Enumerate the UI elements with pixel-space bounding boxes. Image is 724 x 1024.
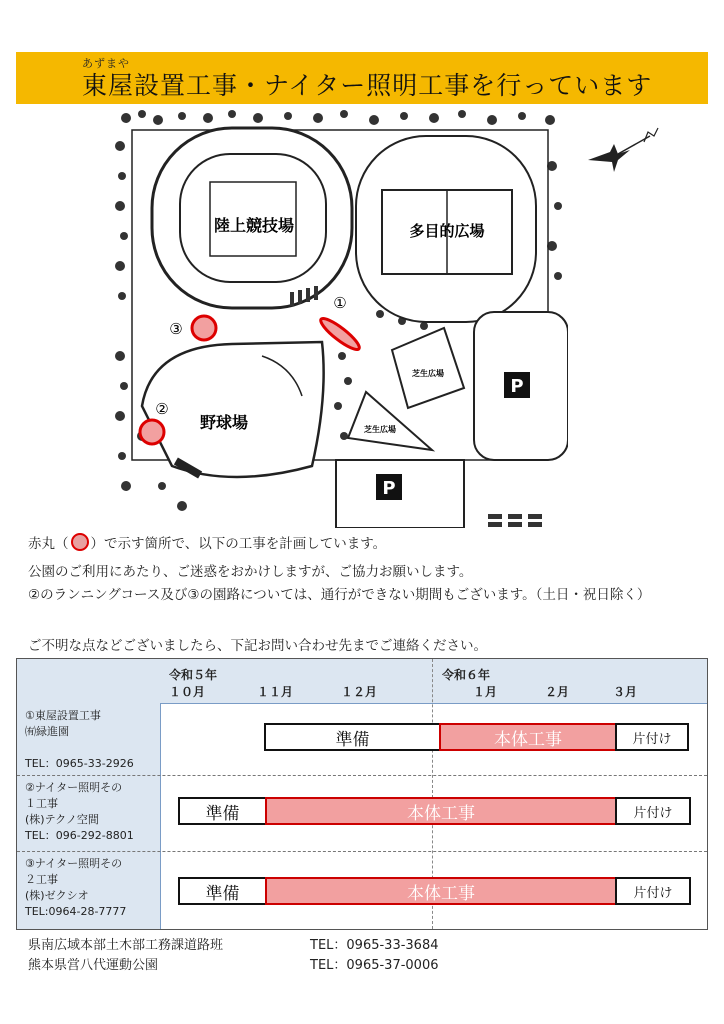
row2-main-bar: 本体工事 <box>265 797 617 825</box>
row2-finish-bar: 片付け <box>615 797 691 825</box>
red-circle-icon <box>71 533 89 551</box>
title-ruby: あずまや <box>82 57 130 70</box>
month-label: １０月 <box>169 685 206 699</box>
row2-prep-bar: 準備 <box>178 797 267 825</box>
row3-title: ③ナイター照明その <box>25 857 123 870</box>
month-label: １１月 <box>257 685 294 699</box>
parking-icon-2: P <box>382 478 396 499</box>
row3-prep-bar: 準備 <box>178 877 267 905</box>
marker-2-label: ② <box>155 400 169 418</box>
contact-office-1: 県南広域本部土木部工務課道路班 <box>28 938 224 953</box>
row1-prep-bar: 準備 <box>264 723 441 751</box>
era-label-r5: 令和５年 <box>169 668 218 682</box>
marker-3-label: ③ <box>169 320 183 338</box>
note-line-3: ②のランニングコース及び③の園路については、通行ができない期間もございます。（土日・祝日除く） <box>28 587 651 603</box>
row1-main-bar: 本体工事 <box>439 723 617 751</box>
row3-company: (株)ゼクシオ <box>25 889 89 902</box>
contact-tel-1: TEL：0965-33-3684 <box>310 938 439 953</box>
map-label-lawn-2: 芝生広場 <box>364 425 396 434</box>
page-title: 東屋設置工事・ナイター照明工事を行っています <box>82 71 653 100</box>
row1-title: ①東屋設置工事 <box>25 709 101 722</box>
map-label-lawn-1: 芝生広場 <box>412 369 444 378</box>
month-label: １月 <box>473 685 498 699</box>
map-label-track: 陸上競技場 <box>213 216 295 235</box>
row2-company: (株)テクノ空間 <box>25 813 99 826</box>
note-line-1: 赤丸（ ）で示す箇所で、以下の工事を計画しています。 <box>28 532 386 552</box>
contact-tel-2: TEL：0965-37-0006 <box>310 958 439 973</box>
note-line-4: ご不明な点などございましたら、下記お問い合わせ先までご連絡ください。 <box>28 638 487 654</box>
marker-1-label: ① <box>333 294 347 312</box>
row3-tel: TEL:0964-28-7777 <box>25 905 127 918</box>
contact-office-2: 熊本県営八代運動公園 <box>28 958 159 973</box>
row2-tel: TEL：096-292-8801 <box>25 829 134 842</box>
row3-main-bar: 本体工事 <box>265 877 617 905</box>
map-label-plaza: 多目的広場 <box>409 222 485 240</box>
row1-tel: TEL：0965-33-2926 <box>25 757 134 770</box>
era-label-r6: 令和６年 <box>442 668 491 682</box>
marker-2-shape <box>140 420 164 444</box>
row1-finish-bar: 片付け <box>615 723 689 751</box>
row1-company: ㈲緑進園 <box>25 725 69 738</box>
schedule-table <box>16 658 708 930</box>
marker-3-shape <box>192 316 216 340</box>
month-label: ２月 <box>545 685 570 699</box>
compass-icon <box>588 120 668 180</box>
row2-title-cont: １工事 <box>25 797 58 810</box>
month-label: ３月 <box>613 685 638 699</box>
row3-title-cont: ２工事 <box>25 873 58 886</box>
note-line-2: 公園のご利用にあたり、ご迷惑をおかけしますが、ご協力お願いします。 <box>28 564 473 580</box>
month-label: １２月 <box>341 685 378 699</box>
row2-title: ②ナイター照明その <box>25 781 123 794</box>
park-map <box>112 106 568 528</box>
row3-finish-bar: 片付け <box>615 877 691 905</box>
parking-icon: P <box>510 376 524 397</box>
map-label-baseball: 野球場 <box>199 413 249 432</box>
